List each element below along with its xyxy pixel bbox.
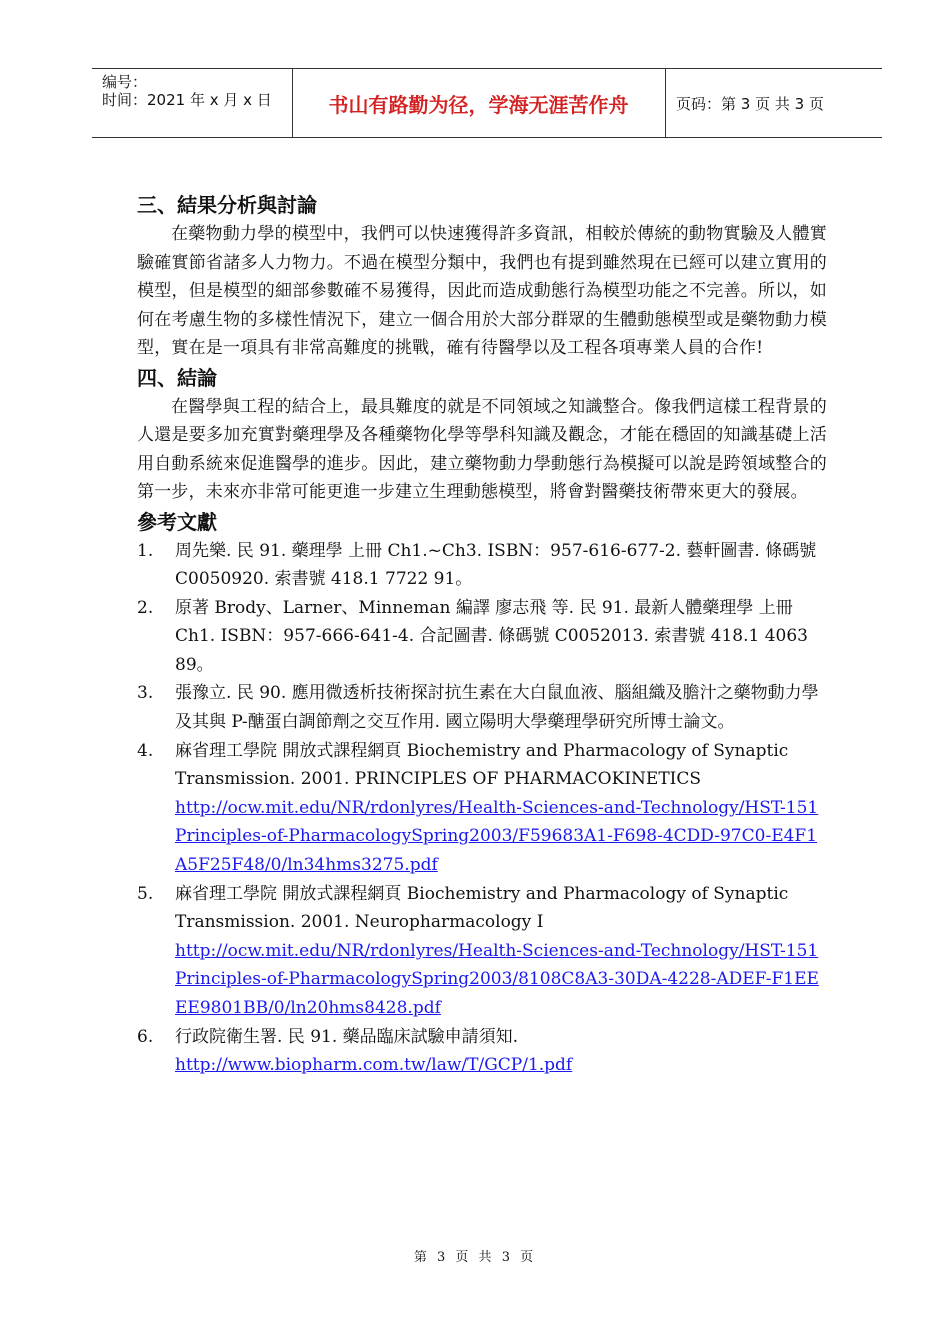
reference-item <box>137 679 827 736</box>
reference-number: 3. <box>137 683 154 704</box>
page-footer: 第 3 页 共 3 页 <box>413 1250 537 1265</box>
reference-text: 原著 Brody、Larner、Minneman 編譯 廖志飛 等. 民 91. 最新人體藥理學 上冊 Ch1. ISBN：957-666-641-4. 合記圖書. 條碼號 C0052013. 索書號 418.1 4063 89。 <box>175 597 808 675</box>
document-body <box>137 190 827 1080</box>
section-3-paragraph: 在藥物動力學的模型中，我們可以快速獲得許多資訊，相較於傳統的動物實驗及人體實驗確實節省諸多人力物力。不過在模型分類中，我們也有提到雖然現在已經可以建立實用的模型，但是模型的細部參數確不易獲得，因此而造成動態行為模型功能之不完善。所以，如何在考慮生物的多樣性情況下，建立一個合用於大部分群眾的生體動態模型或是藥物動力模型，實在是一項具有非常高難度的挑戰，確有待醫學以及工程各項專業人員的合作! <box>137 224 827 358</box>
reference-number: 4. <box>137 740 154 761</box>
reference-link[interactable]: http://ocw.mit.edu/NR/rdonlyres/Health-Sciences-and-Technology/HST-151Principles-of-PharmacologySpring2003/F59683A1-F698-4CDD-97C0-E4F1A5F25F48/0/ln34hms3275.pdf <box>175 797 819 876</box>
header-page-cell <box>666 69 882 137</box>
reference-link[interactable]: http://www.biopharm.com.tw/law/T/GCP/1.pdf <box>175 1055 573 1076</box>
section-4-title: 四、結論 <box>137 365 217 390</box>
reference-number: 6. <box>137 1026 154 1047</box>
section-3-title: 三、結果分析與討論 <box>137 193 317 217</box>
reference-text: 麻省理工學院 開放式課程網頁 Biochemistry and Pharmacology of Synaptic Transmission. 2001. Neuropharmacology I <box>175 883 789 933</box>
motto: 书山有路勤为径，学海无涯苦作舟 <box>328 92 629 117</box>
header-meta-cell <box>92 69 293 137</box>
section-4-paragraph: 在醫學與工程的結合上，最具難度的就是不同領域之知識整合。像我們這樣工程背景的人還是要多加充實對藥理學及各種藥物化學等學科知識及觀念，才能在穩固的知識基礎上活用自動系統來促進醫學的進步。因此，建立藥物動力學動態行為模擬可以說是跨領域整合的第一步，未來亦非常可能更進一步建立生理動態模型，將會對醫藥技術帶來更大的發展。 <box>137 396 827 502</box>
reference-text: 行政院衛生署. 民 91. 藥品臨床試驗申請須知. <box>175 1026 519 1047</box>
reference-item <box>137 880 827 1023</box>
reference-item <box>137 594 827 680</box>
reference-item <box>137 1023 827 1080</box>
reference-text: 周先樂. 民 91. 藥理學 上冊 Ch1.~Ch3. ISBN：957-616-677-2. 藝軒圖書. 條碼號 C0050920. 索書號 418.1 7722 91。 <box>175 540 817 590</box>
reference-number: 2. <box>137 597 154 618</box>
reference-link[interactable]: http://ocw.mit.edu/NR/rdonlyres/Health-Sciences-and-Technology/HST-151Principles-of-PharmacologySpring2003/8108C8A3-30DA-4228-ADEF-F1EEEE9801BB/0/ln20hms8428.pdf <box>175 940 819 1018</box>
reference-number: 5. <box>137 883 154 904</box>
page-info: 页码：第 3 页 共 3 页 <box>676 94 824 113</box>
reference-text: 張豫立. 民 90. 應用微透析技術探討抗生素在大白鼠血液、腦組織及膽汁之藥物動力學及其與 P-醣蛋白調節劑之交互作用. 國立陽明大學藥理學研究所博士論文。 <box>175 683 819 733</box>
time-label: 时间：2021 年 x 月 x 日 <box>102 91 272 109</box>
reference-item <box>137 737 827 880</box>
reference-text: 麻省理工學院 開放式課程網頁 Biochemistry and Pharmacology of Synaptic Transmission. 2001. PRINCIPLES OF PHARMACOKINETICS <box>175 740 789 790</box>
reference-list <box>137 537 827 1080</box>
header-motto-cell <box>292 69 666 137</box>
reference-number: 1. <box>137 540 154 561</box>
reference-item <box>137 537 827 594</box>
code-label: 编号： <box>102 73 148 91</box>
document-header <box>92 68 882 138</box>
references-title: 參考文獻 <box>137 509 217 534</box>
